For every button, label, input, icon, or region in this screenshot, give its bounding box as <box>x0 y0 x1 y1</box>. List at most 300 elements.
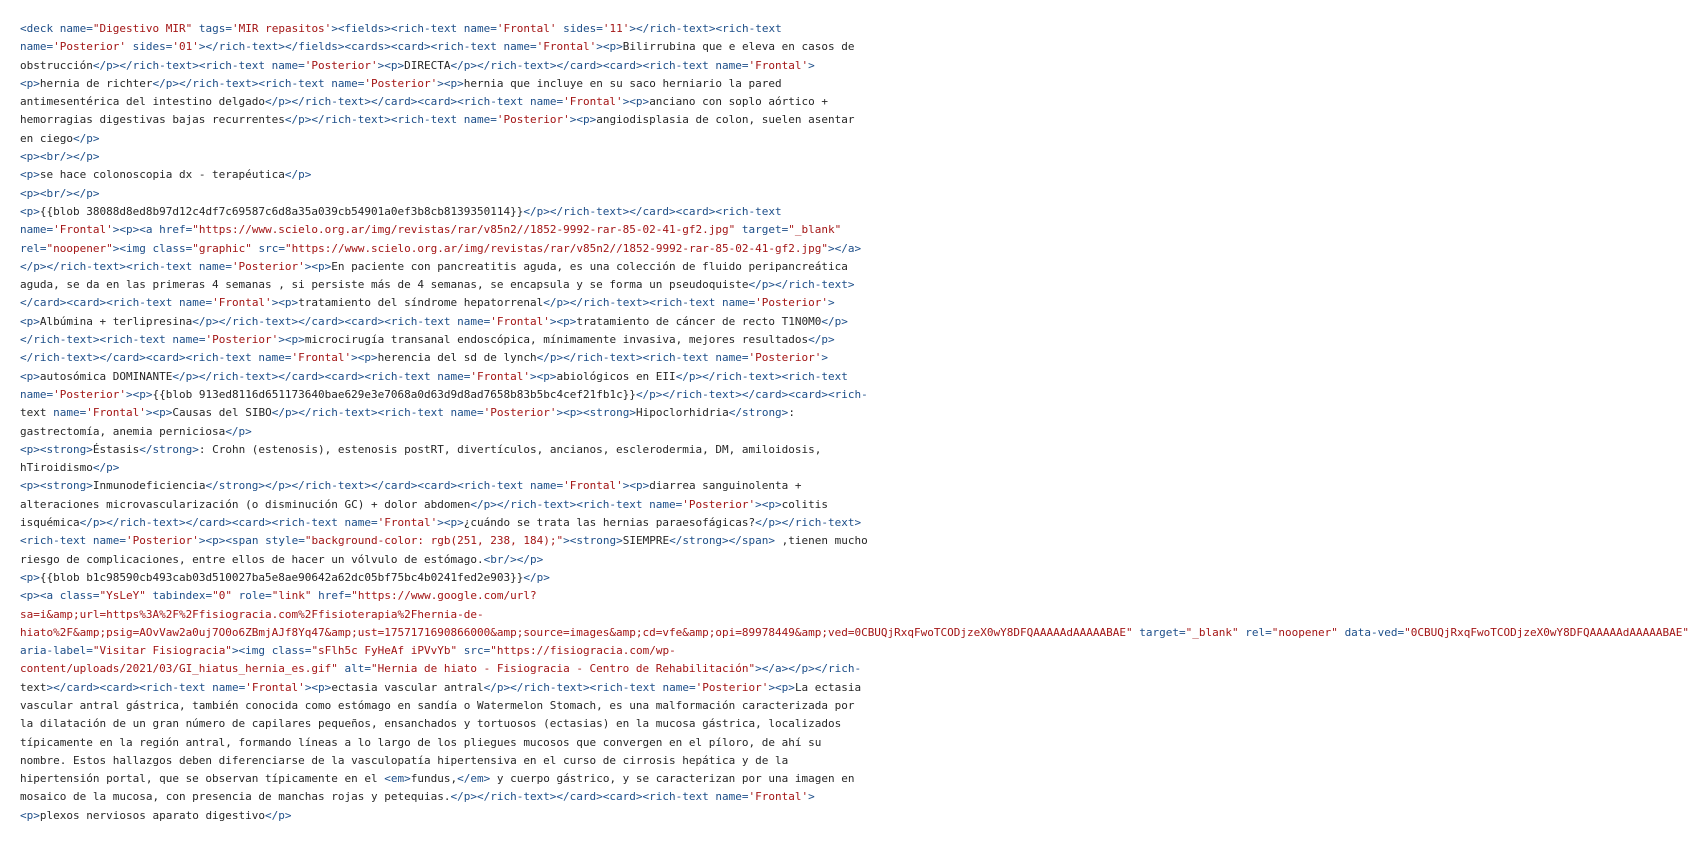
source-token: = <box>483 644 491 658</box>
source-line <box>20 532 868 550</box>
source-token: = <box>298 58 305 72</box>
source-line <box>20 734 848 752</box>
source-token: = <box>265 589 272 603</box>
source-token: '01' <box>172 40 199 54</box>
source-line <box>20 75 848 93</box>
source-token: </rich-text><rich-text <box>20 333 173 347</box>
source-token: tratamiento del síndrome hepatorrenal <box>298 296 544 310</box>
source-token: </p> <box>821 314 848 328</box>
source-token: 'Posterior' <box>53 40 126 54</box>
source-line <box>20 715 848 733</box>
source-token <box>126 40 133 53</box>
source-token: </p> <box>72 131 100 145</box>
source-token: </p></rich-text></card><card><rich-text <box>523 204 782 218</box>
source-token: "0" <box>212 589 232 603</box>
source-token: </p></rich-text><rich-text <box>483 680 663 694</box>
source-token: y cuerpo gástrico, y se caracterizan por una imagen en <box>490 772 855 786</box>
source-token: ><p> <box>271 296 299 310</box>
source-token: = <box>688 680 696 694</box>
source-token: > <box>808 790 815 804</box>
source-token: </p></rich-text><rich-text <box>536 351 716 365</box>
source-token: ><p> <box>768 680 795 694</box>
source-line <box>20 276 855 294</box>
source-token: </p></rich-text></card><card><rich-text <box>265 95 530 109</box>
source-token: microcirugía transanal endoscópica, mínimamente invasiva, mejores resultados <box>304 333 809 347</box>
source-token: "Hernia de hiato - Fisiogracia - Centro de Rehabilitación" <box>371 662 756 676</box>
source-token: </p> <box>265 808 292 822</box>
source-token: 'Posterior' <box>125 534 199 548</box>
source-token: Bilirrubina que e eleva en casos de <box>622 40 855 54</box>
source-token: = <box>278 241 285 255</box>
source-token: target <box>1139 625 1179 639</box>
source-token: src <box>463 644 484 658</box>
source-line <box>20 642 848 660</box>
source-line <box>20 258 848 276</box>
source-line <box>20 770 855 788</box>
source-token: ><p> <box>569 113 597 127</box>
source-token: "https://www.google.com/url? <box>351 589 537 603</box>
source-token: href <box>159 223 186 237</box>
source-token: <deck <box>20 22 60 35</box>
source-token: tratamiento de cáncer de recto T1N0M0 <box>576 314 822 328</box>
source-token: ><p><span <box>198 534 266 548</box>
source-token: vascular antral gástrica, también conocida como estómago en sandía o Watermelon Stomach, es una malformación caracterizada por <box>20 698 855 712</box>
source-token: 'Posterior' <box>755 296 829 310</box>
source-token: name <box>457 314 484 328</box>
source-token: </p></rich-text><rich-text <box>543 296 723 310</box>
xml-source-viewer <box>20 20 1689 848</box>
source-token: '11' <box>602 22 630 35</box>
source-token: ><p> <box>437 76 464 90</box>
source-token: 'Posterior' <box>695 680 769 694</box>
source-token: hiato%2F&amp;psig=AOvVaw2a0uj7O0o6ZBmjAJf8Yq47&amp;ust=1757171690866000&amp;source=images&amp;cd=vfe&amp;opi=89978449&amp;ved=0CBUQjRxqFwoTCODjzeX0wY8DFQAAAAAdAAAAABAE" <box>20 625 1133 639</box>
source-token: = <box>185 223 193 237</box>
source-token: ><fields><rich-text <box>331 22 464 35</box>
source-token: ><img <box>231 644 272 658</box>
source-token: ><p> <box>278 333 305 347</box>
source-line <box>20 660 862 678</box>
source-token: gastrectomía, anemia perniciosa <box>20 424 226 438</box>
source-token: 'Posterior' <box>205 333 279 347</box>
source-line <box>20 697 855 715</box>
source-token: name <box>92 534 120 548</box>
source-line <box>20 313 848 331</box>
source-token: fundus, <box>410 772 458 786</box>
source-token: "sFlh5c FyHeAf iPVvYb" <box>311 644 458 658</box>
source-token: style <box>265 534 299 548</box>
source-token: = <box>556 95 564 109</box>
source-token: <p> <box>20 76 40 90</box>
source-token: = <box>79 406 87 420</box>
source-token: "background-color: rgb(251, 238, 184);" <box>304 534 564 548</box>
source-token: </p></rich-text> <box>748 278 855 292</box>
source-token: name <box>503 40 530 54</box>
source-token: = <box>284 351 292 365</box>
source-token: "_blank" <box>788 223 842 237</box>
source-token: </p> <box>284 168 312 182</box>
source-token: name <box>172 333 199 347</box>
source-token: = <box>741 790 749 804</box>
source-token: = <box>1178 625 1186 639</box>
source-token: > <box>821 351 829 365</box>
source-token: Inmunodeficiencia <box>92 479 206 493</box>
source-token: : <box>788 406 795 420</box>
source-token: 'MIR repasitos' <box>231 22 332 35</box>
source-token: = <box>357 76 365 90</box>
source-token: riesgo de complicaciones, entre ellos de hacer un vólvulo de estómago. <box>20 552 484 566</box>
source-token: </strong> <box>139 442 199 456</box>
source-token: ></rich-text></fields><cards><card><rich-text <box>198 40 504 54</box>
source-token: </p></rich-text><rich-text <box>470 497 650 511</box>
source-token: = <box>39 241 47 255</box>
source-token: se hace colonoscopia dx - terapéutica <box>39 168 285 182</box>
source-token: text <box>20 680 47 694</box>
source-token: 'Posterior' <box>231 259 305 273</box>
source-token: = <box>483 314 491 328</box>
source-token: plexos nerviosos aparato digestivo <box>39 808 266 822</box>
source-token: = <box>1397 625 1405 639</box>
source-token: 'Frontal' <box>563 479 623 493</box>
source-token: name <box>53 406 80 420</box>
source-token: <p><br/></p> <box>20 186 100 200</box>
source-line <box>20 606 848 624</box>
source-token: name <box>20 40 47 54</box>
source-token: </p></rich-text><rich-text <box>271 406 451 420</box>
source-token: = <box>205 296 213 310</box>
source-token: = <box>741 58 749 72</box>
source-token: típicamente en la región antral, formando líneas a lo largo de los pliegues mucosos que convergen en el píloro, de ahí su <box>20 735 822 749</box>
source-token: 'Frontal' <box>748 790 809 804</box>
source-token: <p> <box>20 808 40 822</box>
source-token: name <box>331 76 358 90</box>
source-token: 'Posterior' <box>53 387 126 401</box>
source-token: = <box>46 40 54 54</box>
source-token: 'Frontal' <box>748 58 809 72</box>
source-token: ><p> <box>755 497 782 511</box>
source-token: = <box>344 589 352 603</box>
source-line <box>20 93 848 111</box>
source-token: 'Frontal' <box>53 223 113 237</box>
source-token: 'Posterior' <box>748 351 822 365</box>
source-token: = <box>463 369 471 383</box>
source-token: ></a> <box>828 241 862 255</box>
source-token: name <box>715 58 742 72</box>
source-token <box>1338 626 1345 639</box>
source-token: ><p> <box>125 387 153 401</box>
source-line <box>20 349 848 367</box>
source-token: </p></rich-text></card><card><rich-text <box>450 58 716 72</box>
source-token: 'Frontal' <box>490 314 550 328</box>
source-line <box>20 807 848 825</box>
source-line <box>20 221 848 239</box>
source-line <box>20 404 848 422</box>
source-token: src <box>258 241 279 255</box>
source-token: = <box>490 22 497 35</box>
source-token: "link" <box>271 589 312 603</box>
source-token: 'Posterior' <box>364 76 438 90</box>
source-token: name <box>463 22 491 35</box>
source-token: alt <box>344 662 365 676</box>
source-token: name <box>450 406 478 420</box>
source-token: = <box>298 534 305 548</box>
source-token: hipertensión portal, que se observan típicamente en el <box>20 772 385 786</box>
source-token: <rich-text <box>20 534 93 548</box>
source-token: Albúmina + terlipresina <box>39 314 193 328</box>
source-line <box>20 423 848 441</box>
source-token: "0CBUQjRxqFwoTCODjzeX0wY8DFQAAAAAdAAAAABAE" <box>1404 625 1689 639</box>
source-token: 'Frontal' <box>291 351 352 365</box>
source-token: = <box>205 589 213 603</box>
source-token: nombre. Estos hallazgos deben diferenciarse de la vasculopatía hipertensiva en el curso de cirrosis hepática y de la <box>20 753 789 767</box>
source-token: <p> <box>20 570 40 584</box>
source-token: aguda, se da en las primeras 4 semanas , si persiste más de 4 semanas, se encapsula y se forma un pseudoquiste <box>20 278 749 292</box>
source-token: class <box>271 644 305 658</box>
source-token <box>457 644 464 657</box>
source-token: </p></rich-text></card><card><rich-text <box>79 516 345 530</box>
source-token: </p></rich-text> <box>755 516 862 530</box>
source-token: <br/></p> <box>483 552 544 566</box>
source-token: name <box>20 387 47 401</box>
source-token: = <box>364 662 372 676</box>
source-token: "noopener" <box>46 241 113 255</box>
source-token: name <box>529 95 557 109</box>
source-token: </p></rich-text><rich-text <box>152 76 332 90</box>
source-token: angiodisplasia de colon, suelen asentar <box>596 113 855 127</box>
source-token: </em> <box>457 772 491 786</box>
source-token: mosaico de la mucosa, con presencia de manchas rojas y petequias. <box>20 790 451 804</box>
source-token: 'Posterior' <box>304 58 378 72</box>
source-token: hernia que incluye en su saco herniario la pared <box>463 76 782 90</box>
source-token: ><p> <box>549 314 577 328</box>
source-token: = <box>781 223 789 237</box>
source-token: {{blob 913ed8116d651173640bae629e3e7068a0d63d9d8ad7658b83b5bc4cef21fb1c}} <box>152 387 636 401</box>
source-token: target <box>741 223 782 237</box>
source-line <box>20 386 868 404</box>
source-token: ><img <box>112 241 153 255</box>
source-line <box>20 624 1689 642</box>
source-token: rel <box>1245 625 1266 639</box>
source-token: </p></rich-text></card><card><rich-text <box>450 790 716 804</box>
source-line <box>20 752 848 770</box>
source-token: </p></rich-text></card><card><rich-text <box>172 369 438 383</box>
source-token: <p><br/></p> <box>20 150 100 164</box>
source-token: "_blank" <box>1185 625 1239 639</box>
source-token: SIEMPRE <box>622 534 670 548</box>
source-token: ><p> <box>529 369 557 383</box>
source-token: 'Posterior' <box>682 497 756 511</box>
source-token: 'Posterior' <box>483 406 557 420</box>
source-token <box>338 662 345 675</box>
source-token: 'Frontal' <box>563 95 623 109</box>
source-line <box>20 459 848 477</box>
source-line <box>20 294 848 312</box>
source-token: </card><card><rich-text <box>20 296 179 310</box>
source-line <box>20 569 848 587</box>
source-line <box>20 368 848 386</box>
source-token: = <box>86 644 93 658</box>
source-token: tags <box>198 22 226 35</box>
source-token: sa=i&amp;url=https%3A%2F%2Ffisiogracia.com%2Ffisioterapia%2Fhernia-de- <box>20 607 484 621</box>
source-token: </p></rich-text><rich-text <box>675 369 848 383</box>
source-token: isquémica <box>20 516 80 530</box>
source-token: herencia del sd de lynch <box>377 351 537 365</box>
source-token: "Visitar Fisiogracia" <box>92 644 232 658</box>
source-token: name <box>59 22 87 35</box>
source-token: <p><strong> <box>20 442 93 456</box>
source-token: ><p> <box>304 259 332 273</box>
source-token: ¿cuándo se trata las hernias paraesofágicas? <box>463 516 756 530</box>
source-token: = <box>530 40 537 54</box>
source-token: ></card><card><rich-text <box>46 680 213 694</box>
source-token: 'Frontal' <box>86 406 146 420</box>
source-token: </strong></span> <box>669 534 776 548</box>
source-token: ><p> <box>596 40 623 54</box>
source-token: > <box>828 296 835 310</box>
source-token: content/uploads/2021/03/GI_hiatus_hernia_es.gif" <box>20 662 338 676</box>
source-token: = <box>119 534 126 548</box>
source-token: Éstasis <box>92 442 140 456</box>
source-line <box>20 185 848 203</box>
source-line <box>20 551 848 569</box>
source-token: ><p> <box>437 516 464 530</box>
source-token: 'Frontal' <box>212 296 272 310</box>
source-line <box>20 679 862 697</box>
source-token: </rich-text></card><card><rich-text <box>20 351 259 365</box>
source-line <box>20 166 848 184</box>
source-token: name <box>178 296 206 310</box>
source-token: name <box>437 369 464 383</box>
source-token: </p> <box>808 333 835 347</box>
source-token: name <box>662 680 689 694</box>
source-token: name <box>722 296 749 310</box>
source-token: name <box>529 479 557 493</box>
source-token: href <box>318 589 345 603</box>
source-token: ><p> <box>622 95 650 109</box>
source-token: 'Frontal' <box>470 369 530 383</box>
source-token: = <box>556 479 564 493</box>
source-token: 'Frontal' <box>245 680 305 694</box>
source-token: = <box>238 680 246 694</box>
source-token: En paciente con pancreatitis aguda, es una colección de fluido peripancreática <box>331 259 848 273</box>
source-token: {{blob 38088d8ed8b97d12c4df7c69587c6d8a35a039cb54901a0ef3b8cb8139350114}} <box>39 204 524 218</box>
source-token: name <box>715 351 742 365</box>
source-token: = <box>741 351 749 365</box>
source-token: rel <box>20 241 40 255</box>
source-line <box>20 788 848 806</box>
source-token: ,tienen mucho <box>775 534 868 548</box>
source-token: = <box>225 22 232 35</box>
source-line <box>20 587 848 605</box>
source-token: = <box>675 497 683 511</box>
source-token: <em> <box>384 772 411 786</box>
source-token: data-ved <box>1344 625 1398 639</box>
source-token: antimesentérica del intestino delgado <box>20 95 266 109</box>
source-token: ><strong> <box>563 534 623 548</box>
source-line <box>20 240 862 258</box>
source-token: name <box>212 680 239 694</box>
source-token: ><p> <box>145 406 173 420</box>
source-token: <p><strong> <box>20 479 93 493</box>
source-token: <p> <box>20 369 40 383</box>
source-token: name <box>198 259 226 273</box>
source-line <box>20 496 848 514</box>
source-token: Causas del SIBO <box>172 406 272 420</box>
source-token: "graphic" <box>192 241 252 255</box>
source-token: 'Posterior' <box>496 113 570 127</box>
source-token: hTiroidismo <box>20 461 93 475</box>
source-token: name <box>20 223 47 237</box>
source-token: </p></rich-text><rich-text <box>284 113 464 127</box>
source-token: = <box>92 589 100 603</box>
source-token: </p></rich-text><rich-text <box>20 259 199 273</box>
source-token: Hipoclorhidria <box>635 406 729 420</box>
source-token: class <box>152 241 186 255</box>
source-token: = <box>304 644 312 658</box>
source-token: sides <box>563 22 597 35</box>
source-line <box>20 148 848 166</box>
source-token: la dilatación de un gran número de capilares pequeños, ensanchados y tortuosos (ectasias) en la mucosa gástrica, localizados <box>20 717 842 731</box>
source-token: </p> <box>523 570 550 584</box>
source-token: 'Frontal' <box>377 516 438 530</box>
source-token: = <box>477 406 484 420</box>
source-token: name <box>715 790 742 804</box>
source-token: "https://fisiogracia.com/wp- <box>490 644 676 658</box>
source-token: ectasia vascular antral <box>331 680 484 694</box>
source-token: </strong></p></rich-text></card><card><rich-text <box>205 479 530 493</box>
source-token: text <box>20 406 54 420</box>
source-token: diarrea sanguinolenta + <box>649 479 802 493</box>
source-token: {{blob b1c98590cb493cab03d510027ba5e8ae90642a62dc05bf75bc4b0241fed2e903}} <box>39 570 524 584</box>
source-token: "Digestivo MIR" <box>92 22 193 35</box>
source-token: ><p> <box>304 680 332 694</box>
source-token: = <box>46 223 54 237</box>
source-token: </p> <box>92 461 120 475</box>
source-token: anciano con soplo aórtico + <box>649 95 828 109</box>
source-line <box>20 57 848 75</box>
source-token <box>735 223 742 236</box>
source-token: = <box>371 516 378 530</box>
source-token: <p><a <box>20 589 60 603</box>
source-token: </p></rich-text></card><card><rich- <box>635 387 868 401</box>
source-token: "https://www.scielo.org.ar/img/revistas/rar/v85n2//1852-9992-rar-85-02-41-gf2.jpg" <box>284 241 829 255</box>
source-token: ></rich-text><rich-text <box>629 22 782 35</box>
source-line <box>20 38 855 56</box>
source-token: obstrucción <box>20 58 93 72</box>
source-token: </strong> <box>728 406 789 420</box>
source-token: tabindex <box>152 589 206 603</box>
source-token: hernia de richter <box>39 76 153 90</box>
xml-source-code <box>20 20 1689 825</box>
source-token: </p></rich-text></card><card><rich-text <box>192 314 458 328</box>
source-token: name <box>344 516 372 530</box>
source-line <box>20 111 855 129</box>
source-token: = <box>185 241 193 255</box>
source-token <box>192 22 199 35</box>
source-token: = <box>596 22 603 35</box>
source-token: en ciego <box>20 131 73 145</box>
source-token: name <box>649 497 676 511</box>
source-token: aria-label <box>20 644 87 658</box>
source-line <box>20 203 848 221</box>
source-token: > <box>808 58 815 72</box>
source-token: name <box>258 351 285 365</box>
source-token: ><p><strong> <box>556 406 636 420</box>
source-token: colitis <box>781 497 828 511</box>
source-token: = <box>1265 625 1272 639</box>
source-token: ></a></p></rich- <box>755 662 862 676</box>
source-token: La ectasia <box>794 680 862 694</box>
source-token: alteraciones microvascularización (o disminución GC) + dolor abdomen <box>20 497 471 511</box>
